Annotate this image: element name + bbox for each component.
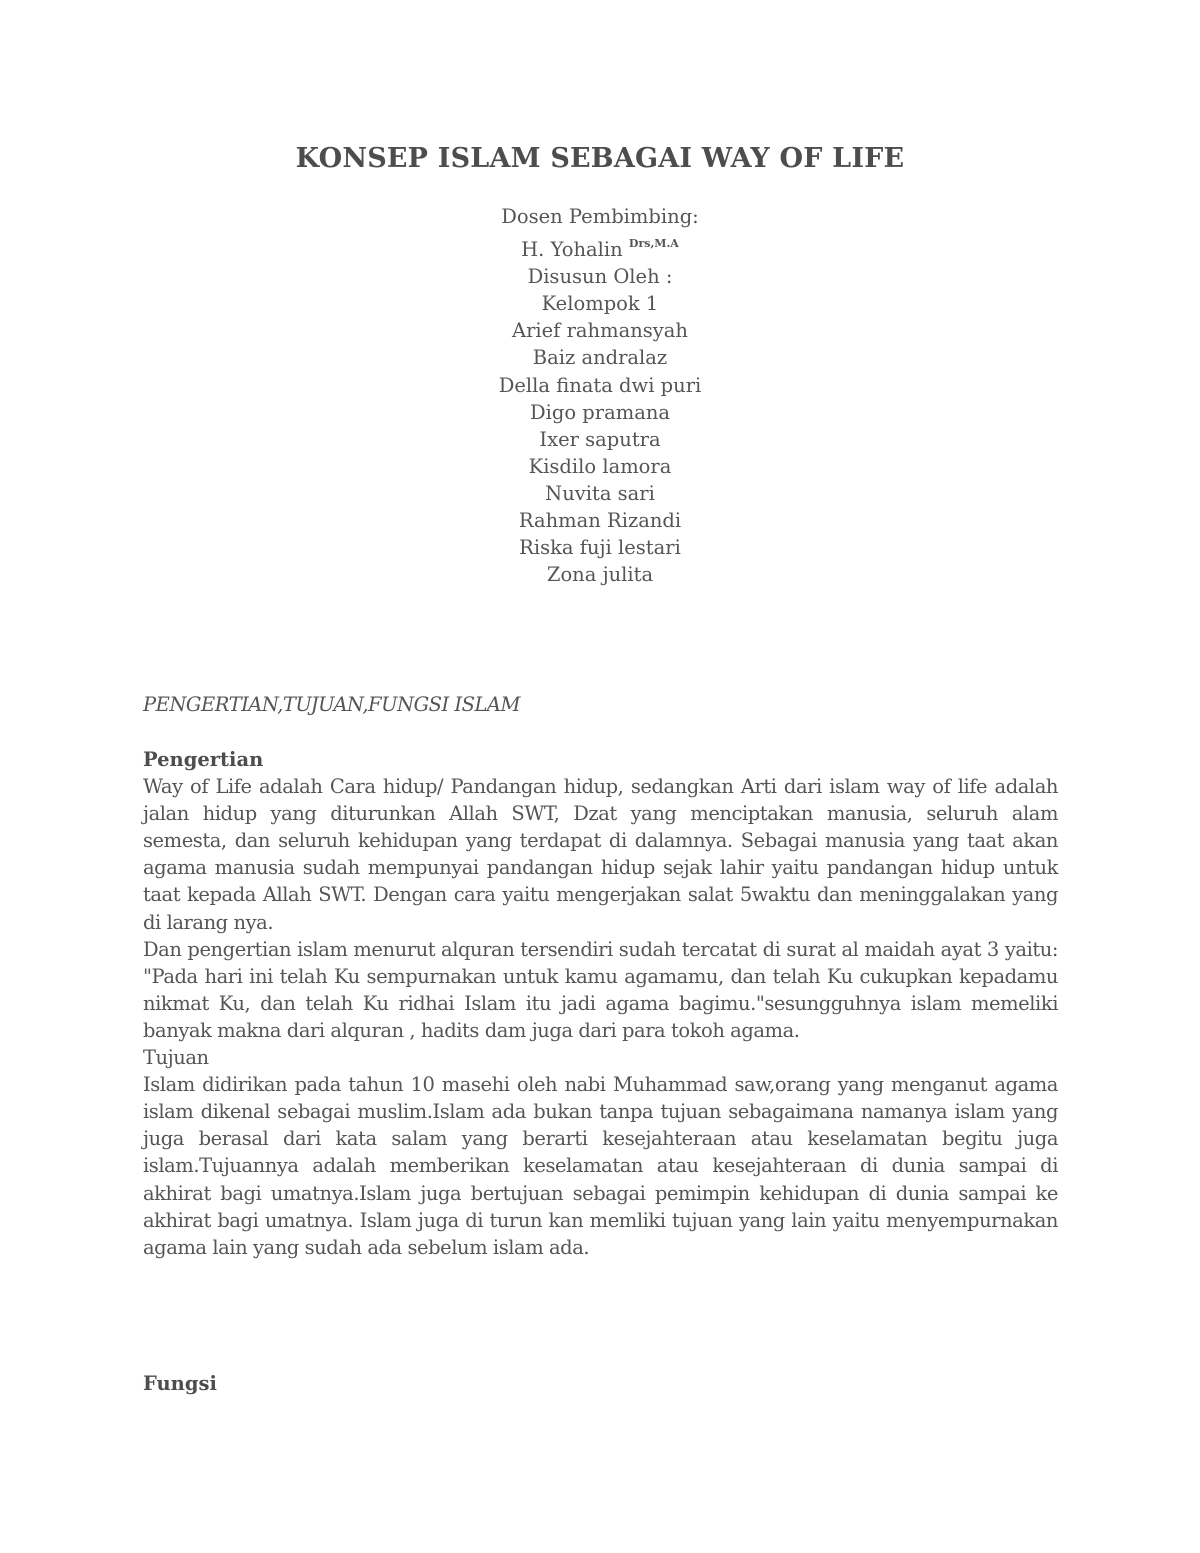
member-name: Rahman Rizandi bbox=[518, 509, 682, 533]
dosen-name: H. Yohalin bbox=[521, 238, 623, 262]
pengertian-heading: Pengertian bbox=[143, 748, 264, 771]
pengertian-paragraph-1: Way of Life adalah Cara hidup/ Pandangan hidup, sedangkan Arti dari islam way of life adalah jalan hidup yang diturunkan Allah SWT, Dzat yang menciptakan manusia, seluruh alam semesta, dan seluruh kehidupan yang terdapat di dalamnya. Sebagai manusia yang taat akan agama manusia sudah mempunyai pandangan hidup sejak lahir yaitu pandangan hidup untuk taat kepada Allah SWT. Dengan cara yaitu mengerjakan salat 5waktu dan meninggalakan yang di larang nya. bbox=[143, 775, 1058, 934]
fungsi-heading: Fungsi bbox=[143, 1372, 217, 1395]
section-heading: PENGERTIAN,TUJUAN,FUNGSI ISLAM bbox=[143, 693, 520, 716]
pengertian-section bbox=[143, 746, 1058, 1261]
document-title: KONSEP ISLAM SEBAGAI WAY OF LIFE bbox=[295, 143, 905, 174]
fungsi-section bbox=[143, 1370, 1058, 1397]
disusun-label: Disusun Oleh : bbox=[527, 265, 673, 289]
member-name: Kisdilo lamora bbox=[528, 454, 672, 478]
member-name: Nuvita sari bbox=[545, 481, 655, 505]
credits-block bbox=[0, 203, 1200, 588]
member-name: Baiz andralaz bbox=[532, 346, 668, 370]
tujuan-heading: Tujuan bbox=[143, 1046, 209, 1070]
dosen-line bbox=[0, 230, 1200, 263]
member-name: Riska fuji lestari bbox=[519, 536, 681, 560]
pengertian-paragraph-2: Dan pengertian islam menurut alquran tersendiri sudah tercatat di surat al maidah ayat 3 yaitu: "Pada hari ini telah Ku sempurnakan untuk kamu agamamu, dan telah Ku cukupkan kepadamu nikmat Ku, dan telah Ku ridhai Islam itu jadi agama bagimu."sesungguhnya islam memeliki banyak makna dari alquran , hadits dam juga dari para tokoh agama. bbox=[143, 937, 1058, 1042]
member-name: Della finata dwi puri bbox=[498, 373, 702, 397]
member-name: Digo pramana bbox=[529, 400, 671, 424]
dosen-label: Dosen Pembimbing: bbox=[501, 205, 699, 228]
member-name: Ixer saputra bbox=[539, 427, 661, 451]
member-name: Zona julita bbox=[546, 563, 654, 587]
member-name: Arief rahmansyah bbox=[512, 319, 688, 343]
tujuan-paragraph: Islam didirikan pada tahun 10 masehi oleh nabi Muhammad saw,orang yang menganut agama islam dikenal sebagai muslim.Islam ada bukan tanpa tujuan sebagaimana namanya islam yang juga berasal dari kata salam yang berarti kesejahteraan atau keselamatan begitu juga islam.Tujuannya adalah memberikan keselamatan atau kesejahteraan di dunia sampai di akhirat bagi umatnya.Islam juga bertujuan sebagai pemimpin kehidupan di dunia sampai ke akhirat bagi umatnya. Islam juga di turun kan memliki tujuan yang lain yaitu menyempurnakan agama lain yang sudah ada sebelum islam ada. bbox=[143, 1073, 1058, 1259]
dosen-title: Drs,M.A bbox=[628, 237, 679, 251]
group-name: Kelompok 1 bbox=[541, 292, 659, 316]
